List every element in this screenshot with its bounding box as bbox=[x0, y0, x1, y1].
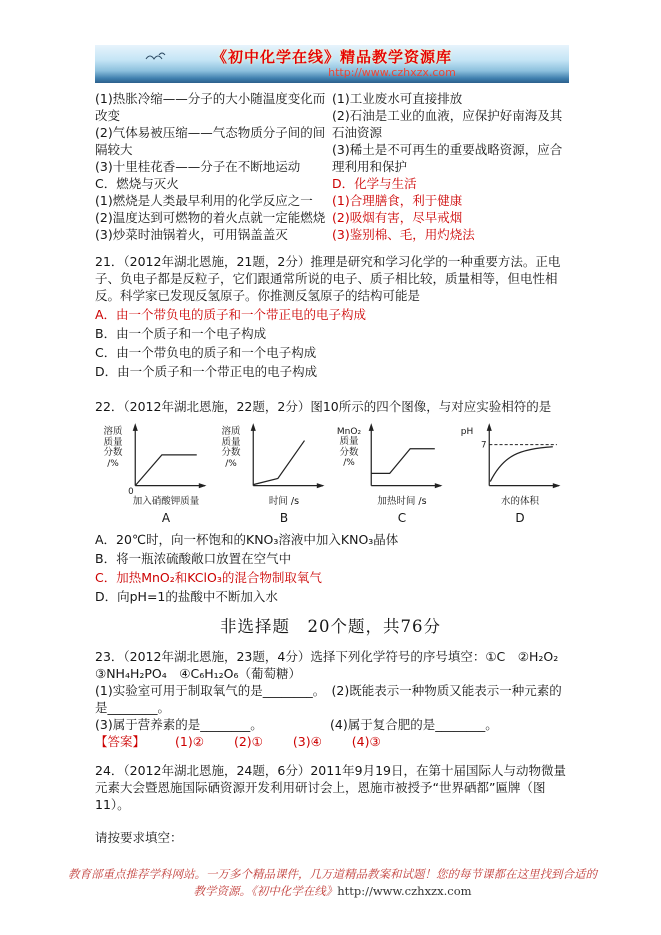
question-21-option-c: C．由一个带负电的质子和一个电子构成 bbox=[95, 345, 317, 360]
graph-b bbox=[219, 422, 327, 525]
text-line: (2)气体易被压缩——气态物质分子间的间隔较大 bbox=[95, 125, 326, 157]
graph-a-plot bbox=[125, 422, 207, 496]
text-line: (2)吸烟有害，尽早戒烟 bbox=[332, 210, 463, 225]
top-two-column-section bbox=[95, 90, 572, 243]
question-22 bbox=[95, 398, 572, 605]
question-21-option-b: B．由一个质子和一个电子构成 bbox=[95, 326, 267, 341]
question-21 bbox=[95, 253, 572, 380]
graph-d bbox=[455, 422, 563, 525]
question-23-answer bbox=[95, 733, 572, 750]
footer-line-1: 教育部重点推荐学科网站。一万多个精品课件，几万道精品教案和试题！您的每节课都在这里找到合适的 bbox=[68, 867, 597, 881]
right-column bbox=[332, 90, 572, 243]
curve bbox=[490, 447, 553, 482]
curve bbox=[371, 449, 435, 474]
question-23-blanks-3-4 bbox=[95, 716, 572, 733]
answer-label: 【答案】 bbox=[95, 734, 146, 749]
question-23 bbox=[95, 648, 572, 750]
question-22-option-a: A．20℃时，向一杯饱和的KNO₃溶液中加入KNO₃晶体 bbox=[95, 532, 399, 547]
graph-d-plot bbox=[479, 422, 561, 496]
left-column bbox=[95, 90, 332, 243]
answer-1: (1)② bbox=[175, 734, 204, 749]
question-21-option-a: A．由一个带负电的质子和一个带正电的电子构成 bbox=[95, 307, 367, 322]
text-line: (3)炒菜时油锅着火，可用锅盖盖灭 bbox=[95, 227, 288, 242]
curve bbox=[135, 455, 197, 486]
blank-3: (3)属于营养素的是________。 bbox=[95, 717, 263, 732]
text-line: (1)燃烧是人类最早利用的化学反应之一 bbox=[95, 193, 313, 208]
question-24-stem: 24．（2012年湖北恩施，24题，6分）2011年9月19日，在第十届国际人与动物微量元素大会暨恩施国际硒资源开发利用研讨会上，恩施市被授予“世界硒都”匾牌（图11）。 bbox=[95, 763, 566, 812]
blank-1: (1)实验室可用于制取氧气的是________。 bbox=[95, 683, 319, 698]
y-axis-label bbox=[455, 422, 479, 496]
answer-2: (2)① bbox=[233, 734, 263, 749]
question-22-option-c: C．加热MnO₂和KClO₃的混合物制取氧气 bbox=[95, 570, 322, 585]
graph-b-plot bbox=[243, 422, 325, 496]
y-tick-7: 7 bbox=[481, 440, 487, 451]
text-line: (1)合理膳食，利于健康 bbox=[332, 193, 463, 208]
text-line: (3)十里桂花香——分子在不断地运动 bbox=[95, 159, 301, 174]
y-axis-label bbox=[219, 422, 243, 496]
page-footer bbox=[60, 866, 605, 900]
graph-letter: A bbox=[161, 511, 171, 525]
y-axis-title: 溶质质量分数 bbox=[221, 426, 241, 458]
answer-3: (3)④ bbox=[292, 734, 322, 749]
text-line: (1)工业废水可直接排放 bbox=[332, 91, 463, 106]
birds-icon bbox=[143, 50, 173, 64]
y-axis-title: 质量分数 bbox=[339, 436, 359, 458]
text-line: (2)温度达到可燃物的着火点就一定能燃烧 bbox=[95, 210, 326, 225]
question-22-option-b: B．将一瓶浓硫酸敞口放置在空气中 bbox=[95, 551, 292, 566]
origin-label: 0 bbox=[128, 486, 134, 496]
footer-line-2-text: 教学资源。《初中化学在线》 bbox=[193, 884, 338, 898]
y-axis-unit: /% bbox=[107, 458, 119, 469]
x-axis-label: 加入硝酸钾质量 bbox=[132, 496, 200, 507]
question-23-blanks-1-2 bbox=[95, 682, 572, 716]
text-line: C．燃烧与灭火 bbox=[95, 176, 179, 191]
text-line: (3)稀土是不可再生的重要战略资源，应合理利用和保护 bbox=[332, 142, 563, 174]
question-24-prompt: 请按要求填空： bbox=[95, 830, 183, 845]
text-line: (3)鉴别棉、毛，用灼烧法 bbox=[332, 227, 475, 242]
question-22-stem: 22．（2012年湖北恩施，22题，2分）图10所示的四个图像，与对应实验相符的是 bbox=[95, 399, 552, 414]
header-banner bbox=[95, 45, 569, 83]
site-url-link[interactable]: http://www.czhxzx.com bbox=[328, 66, 456, 79]
question-22-option-d: D．向pH=1的盐酸中不断加入水 bbox=[95, 589, 278, 604]
text-line: (2)石油是工业的血液，应保护好南海及其石油资源 bbox=[332, 108, 563, 140]
blank-4: (4)属于复合肥的是________。 bbox=[330, 717, 498, 732]
x-axis-label: 时间 /s bbox=[268, 496, 300, 507]
y-axis-label bbox=[337, 422, 361, 496]
question-24 bbox=[95, 762, 572, 846]
graph-c-plot bbox=[361, 422, 443, 496]
y-axis-species: MnO₂ bbox=[336, 427, 362, 437]
graph-letter: C bbox=[397, 511, 407, 525]
graph-letter: D bbox=[515, 511, 525, 525]
axes bbox=[251, 423, 325, 488]
answer-4: (4)③ bbox=[351, 734, 381, 749]
y-axis-title: pH bbox=[460, 427, 474, 437]
blank-2: (2)既能表示一种物质又能表示一种元素的是________。 bbox=[95, 683, 562, 715]
y-axis-unit: /% bbox=[343, 458, 355, 468]
graph-c bbox=[337, 422, 445, 525]
figure-10-graphs bbox=[101, 422, 572, 525]
axes bbox=[369, 423, 443, 488]
footer-line-2 bbox=[60, 883, 605, 900]
site-title: 《初中化学在线》精品教学资源库 bbox=[211, 48, 452, 66]
y-axis-unit: /% bbox=[225, 458, 237, 469]
question-21-option-d: D．由一个质子和一个带正电的电子构成 bbox=[95, 364, 318, 379]
footer-url-link[interactable]: http://www.czhxzx.com bbox=[337, 884, 472, 898]
curve bbox=[253, 441, 304, 485]
axes bbox=[133, 423, 207, 488]
nonselect-section-title: 非选择题 20个题，共76分 bbox=[220, 617, 441, 636]
y-axis-label bbox=[101, 422, 125, 496]
y-axis-title: 溶质质量分数 bbox=[103, 426, 123, 458]
question-21-stem: 21．（2012年湖北恩施，21题，2分）推理是研究和学习化学的一种重要方法。正电子、负电子都是反粒子，它们跟通常所说的电子、质子相比较，质量相等，但电性相反。科学家已发现反氢原子。你推测反氢原子的结构可能是 bbox=[95, 254, 561, 303]
x-axis-label: 加热时间 /s bbox=[377, 496, 427, 507]
text-line: D．化学与生活 bbox=[332, 176, 417, 191]
question-23-stem: 23．（2012年湖北恩施，23题，4分）选择下列化学符号的序号填空：①C ②H₂O₂ ③NH₄H₂PO₄ ④C₆H₁₂O₆（葡萄糖） bbox=[95, 649, 571, 681]
x-axis-label: 水的体积 bbox=[500, 496, 539, 507]
graph-letter: B bbox=[279, 511, 289, 525]
axes bbox=[487, 423, 561, 488]
graph-a bbox=[101, 422, 209, 525]
text-line: (1)热胀冷缩——分子的大小随温度变化而改变 bbox=[95, 91, 326, 123]
